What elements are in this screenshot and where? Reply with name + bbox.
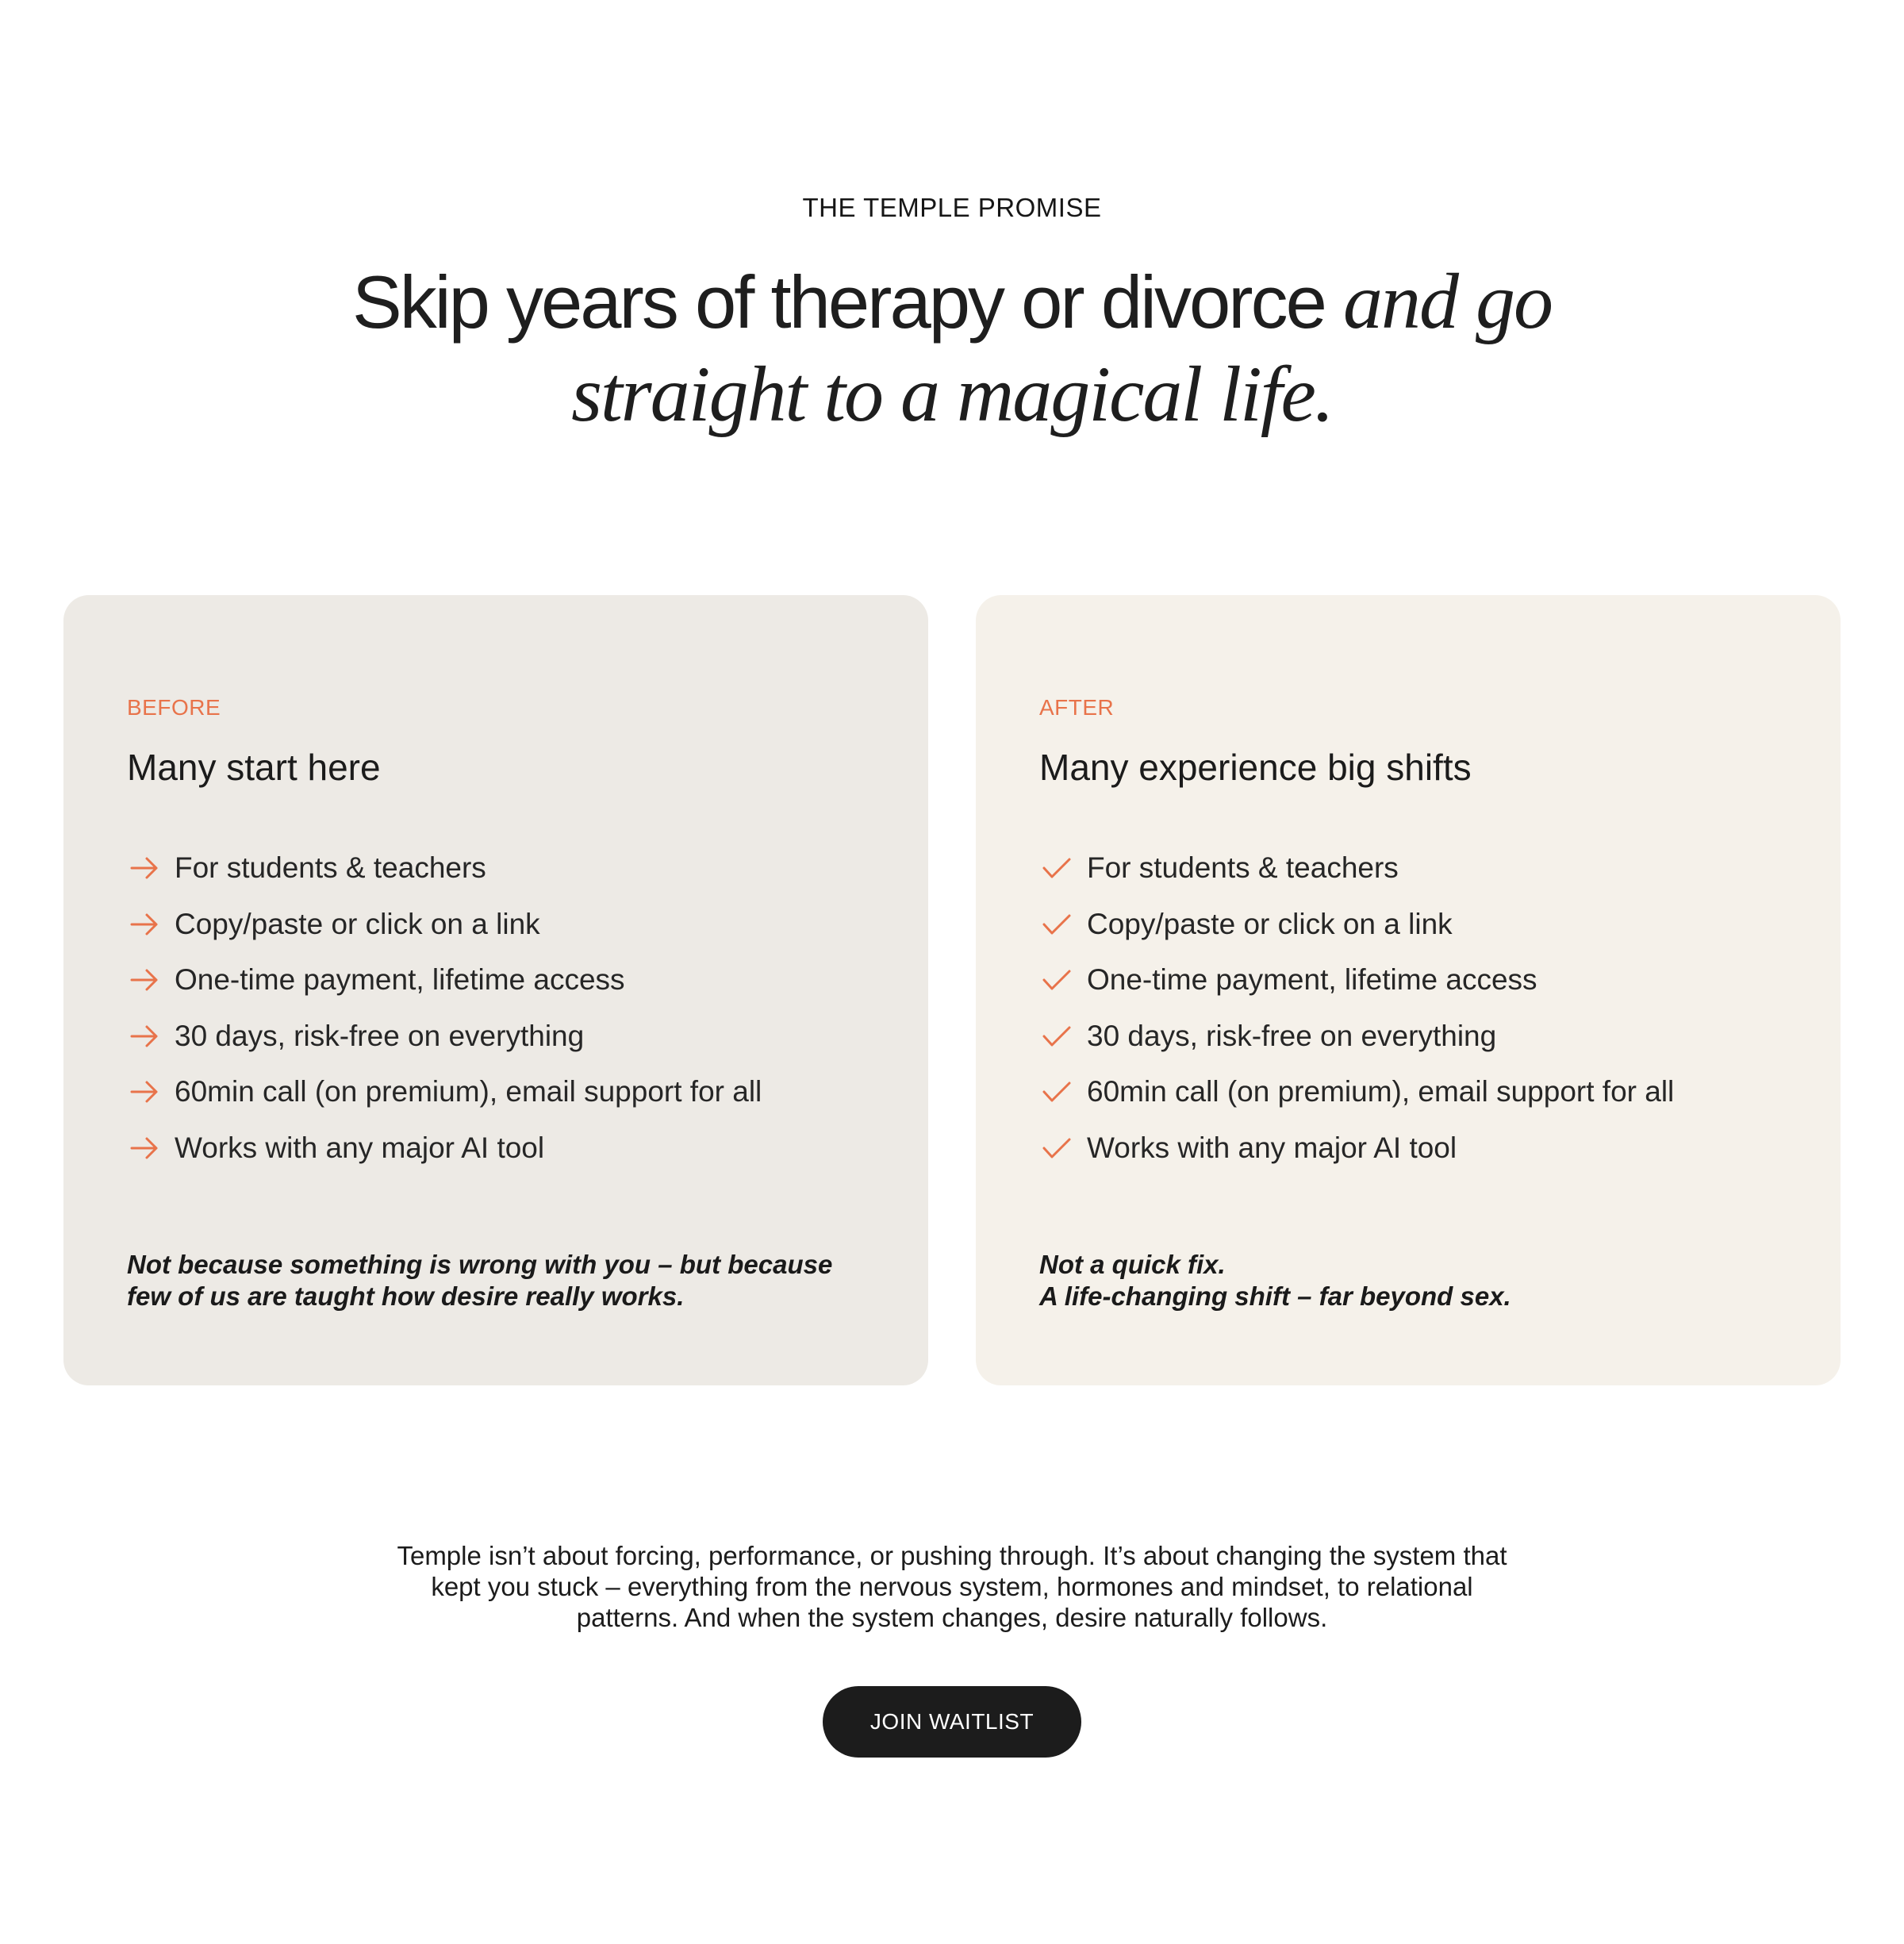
list-item	[127, 952, 865, 1008]
list-item-label: For students & teachers	[1087, 851, 1399, 885]
list-item-label: 60min call (on premium), email support for all	[175, 1075, 762, 1108]
after-card-title: Many experience big shifts	[1039, 747, 1472, 788]
section-eyebrow: THE TEMPLE PROMISE	[802, 193, 1102, 222]
check-icon	[1039, 1131, 1074, 1166]
list-item	[127, 1008, 865, 1065]
before-card	[63, 595, 928, 1385]
list-item	[1039, 897, 1777, 953]
check-icon	[1039, 907, 1074, 942]
list-item-label: For students & teachers	[175, 851, 486, 885]
list-item-label: 30 days, risk-free on everything	[1087, 1019, 1497, 1052]
before-card-title: Many start here	[127, 747, 381, 788]
list-item-label: 60min call (on premium), email support for all	[1087, 1075, 1675, 1108]
list-item	[127, 897, 865, 953]
arrow-right-icon	[127, 1019, 162, 1054]
list-item-label: 30 days, risk-free on everything	[175, 1019, 585, 1052]
after-card-list	[1039, 840, 1777, 1176]
arrow-right-icon	[127, 1131, 162, 1166]
before-card-eyebrow: BEFORE	[127, 695, 221, 720]
before-card-list	[127, 840, 865, 1176]
list-item	[1039, 1064, 1777, 1120]
list-item-label: Works with any major AI tool	[175, 1131, 545, 1164]
list-item	[127, 1064, 865, 1120]
check-icon	[1039, 962, 1074, 997]
headline-italic: and go straight to a magical life.	[571, 257, 1552, 438]
body-paragraph: Temple isn’t about forcing, performance, or pushing through. It’s about changing the system that kept you stuck – everything from the nervous system, hormones and mindset, to relational patterns. And when the system changes, desire naturally follows.	[397, 1541, 1507, 1632]
list-item-label: Copy/paste or click on a link	[1087, 907, 1453, 940]
headline-regular: Skip years of therapy or divorce	[352, 260, 1343, 344]
list-item	[1039, 840, 1777, 897]
arrow-right-icon	[127, 907, 162, 942]
after-card-eyebrow: AFTER	[1039, 695, 1115, 720]
list-item	[1039, 1120, 1777, 1177]
list-item-label: Works with any major AI tool	[1087, 1131, 1457, 1164]
check-icon	[1039, 1074, 1074, 1109]
check-icon	[1039, 851, 1074, 886]
list-item	[127, 1120, 865, 1177]
after-card	[976, 595, 1841, 1385]
join-waitlist-button[interactable]: JOIN WAITLIST	[823, 1686, 1081, 1758]
list-item-label: One-time payment, lifetime access	[1087, 963, 1537, 997]
check-icon	[1039, 1019, 1074, 1054]
arrow-right-icon	[127, 962, 162, 997]
after-card-note: Not a quick fix. A life-changing shift – far beyond sex.	[1039, 1250, 1511, 1311]
before-card-note: Not because something is wrong with you – but because few of us are taught how desire really works.	[127, 1250, 833, 1311]
list-item	[1039, 952, 1777, 1008]
section-headline	[238, 255, 1666, 441]
arrow-right-icon	[127, 1074, 162, 1109]
list-item	[127, 840, 865, 897]
arrow-right-icon	[127, 851, 162, 886]
list-item-label: One-time payment, lifetime access	[175, 963, 625, 997]
list-item-label: Copy/paste or click on a link	[175, 907, 540, 940]
list-item	[1039, 1008, 1777, 1065]
